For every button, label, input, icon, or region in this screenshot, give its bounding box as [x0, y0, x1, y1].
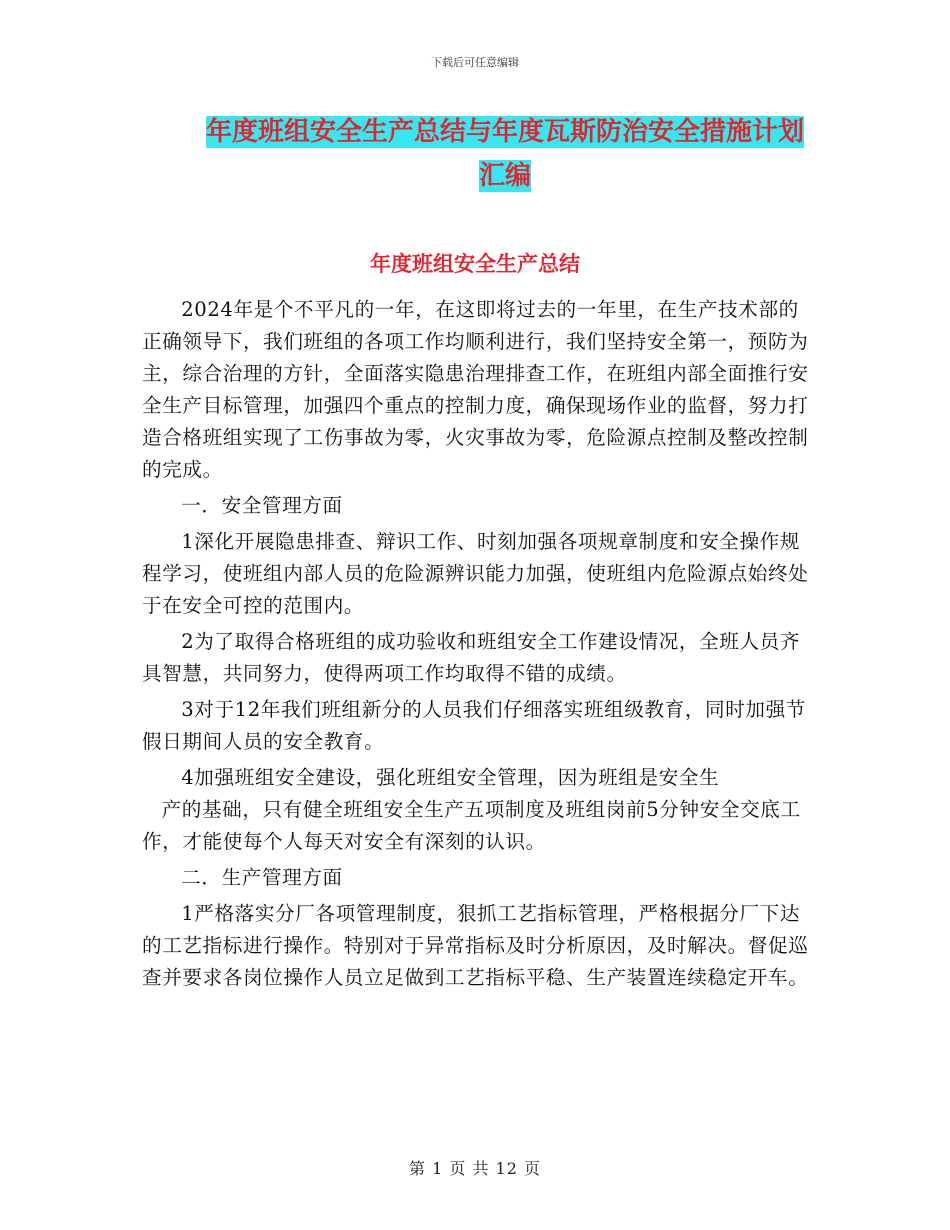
paragraph: 4加强班组安全建设，强化班组安全管理，因为班组是安全生 [181, 766, 720, 789]
page-footer: 第 1 页 共 12 页 [409, 1159, 541, 1178]
paragraph: 2为了取得合格班组的成功验收和班组安全工作建设情况，全班人员齐具智慧，共同努力，使得两项工作均取得不错的成绩。 [142, 630, 801, 685]
document-title-line-1: 年度班组安全生产总结与年度瓦斯防治安全措施计划 [205, 117, 804, 147]
paragraph: 2024年是个不平凡的一年，在这即将过去的一年里，在生产技术部的正确领导下，我们班组的各项工作均顺利进行，我们坚持安全第一，预防为主，综合治理的方针，全面落实隐患治理排查工作，在班组内部全面推行安全生产目标管理，加强四个重点的控制力度，确保现场作业的监督，努力打造合格班组实现了工伤事故为零，火灾事故为零，危险源点控制及整改控制的完成。 [142, 298, 809, 481]
paragraph: 3对于12年我们班组新分的人员我们仔细落实班组级教育，同时加强节假日期间人员的安全教育。 [142, 698, 807, 753]
paragraph: 二．生产管理方面 [181, 866, 343, 889]
paragraph: 一．安全管理方面 [181, 494, 343, 517]
paragraph: 1深化开展隐患排查、辩识工作、时刻加强各项规章制度和安全操作规程学习，使班组内部人员的危险源辨识能力加强，使班组内危险源点始终处于在安全可控的范围内。 [142, 530, 809, 617]
document-body [142, 294, 814, 998]
header-note: 下载后可任意编辑 [431, 56, 519, 69]
document-title [190, 110, 820, 198]
document-title-line-2: 汇编 [478, 161, 531, 191]
paragraph: 1严格落实分厂各项管理制度，狠抓工艺指标管理，严格根据分厂下达的工艺指标进行操作。特别对于异常指标及时分析原因，及时解决。督促巡查并要求各岗位操作人员立足做到工艺指标平稳、生产装置连续稳定开车。 [142, 902, 809, 989]
section-title: 年度班组安全生产总结 [370, 252, 580, 276]
paragraph: 产的基础，只有健全班组安全生产五项制度及班组岗前5分钟安全交底工作，才能使每个人每天对安全有深刻的认识。 [142, 798, 801, 853]
